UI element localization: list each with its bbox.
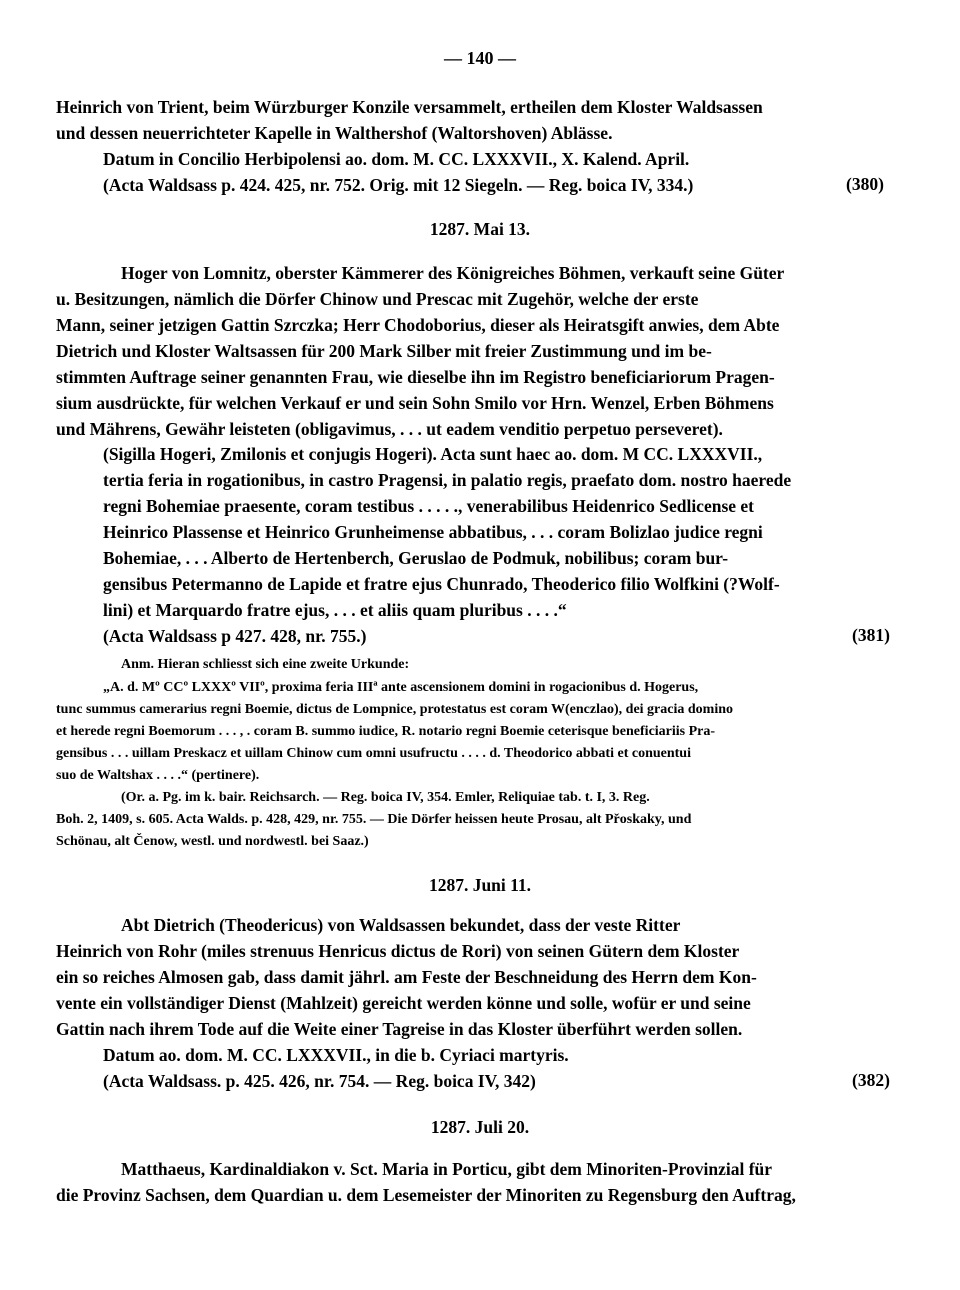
entry-381-note-9: Schönau, alt Čenow, westl. und nordwestl. bei Saaz.) [56,834,369,849]
entry-382-date: 1287. Juni 11. [428,875,532,895]
entry-383-line-2: die Provinz Sachsen, dem Quardian u. dem Lesemeister der Minoriten zu Regensburg den Auftrag, [56,1185,796,1205]
entry-382-line-5: Gattin nach ihrem Tode auf die Weite einer Tagreise in das Kloster überführt werden sollen. [56,1019,743,1039]
entry-382-number: (382) [852,1070,890,1090]
entry-381-date: 1287. Mai 13. [429,219,531,239]
entry-381-line-8: (Sigilla Hogeri, Zmilonis et conjugis Hogeri). Acta sunt haec ao. dom. M CC. LXXXVII., [103,444,763,464]
entry-381-note-2: „A. d. Mº CCº LXXXº VIIº, proxima feria IIIª ante ascensionem domini in rogacionibus d. Hogerus, [103,680,699,695]
entry-381-line-6: sium ausdrückte, für welchen Verkauf er und sein Sohn Smilo vor Hrn. Wenzel, Erben Böhmens [56,393,774,413]
entry-381-line-5: stimmten Auftrage seiner genannten Frau, wie dieselbe ihn im Registro beneficiariorum Pragen- [56,367,775,387]
entry-381-line-13: gensibus Petermanno de Lapide et fratre ejus Chunrado, Theoderico filio Wolfkini (?Wolf- [103,574,780,594]
entry-381-note-5: gensibus . . . uillam Preskacz et uillam Chinow cum omni usufructu . . . . d. Theodorico abbati et conuentui [56,746,691,761]
entry-382-line-2: Heinrich von Rohr (miles strenuus Henricus dictus de Rori) von seinen Gütern dem Kloster [56,941,740,961]
entry-381-note-3: tunc summus camerarius regni Boemie, dictus de Lompnice, protestatus est coram W(enczlao), dei gracia domino [56,702,733,717]
entry-382-line-7: (Acta Waldsass. p. 425. 426, nr. 754. — Reg. boica IV, 342) [103,1071,536,1091]
entry-381-line-10: regni Bohemiae praesente, coram testibus . . . . ., venerabilibus Heidenrico Sedlicense et [103,496,754,516]
entry-381-line-3: Mann, seiner jetzigen Gattin Szrczka; Herr Chodoborius, dieser als Heiratsgift anwies, dem Abte [56,315,780,335]
entry-381-line-15: (Acta Waldsass p 427. 428, nr. 755.) [103,626,367,646]
entry-381-note-7: (Or. a. Pg. im k. bair. Reichsarch. — Reg. boica IV, 354. Emler, Reliquiae tab. t. I, 3. Reg. [121,790,650,805]
entry-382-line-6: Datum ao. dom. M. CC. LXXXVII., in die b. Cyriaci martyris. [103,1045,569,1065]
entry-381-note-4: et herede regni Boemorum . . . , . coram B. summo iudice, R. notario regni Boemie ceterisque beneficiariis Pra- [56,724,716,739]
entry-382-line-1: Abt Dietrich (Theodericus) von Waldsassen bekundet, dass der veste Ritter [121,915,681,935]
entry-381-note-8: Boh. 2, 1409, s. 605. Acta Walds. p. 428, 429, nr. 755. — Die Dörfer heissen heute Prosau, alt Přoskaky, und [56,812,692,827]
entry-381-note-1: Anm. Hieran schliesst sich eine zweite Urkunde: [121,657,410,672]
entry-381-line-1: Hoger von Lomnitz, oberster Kämmerer des Königreiches Böhmen, verkauft seine Güter [121,263,785,283]
entry-381-number: (381) [852,625,890,645]
entry-383-date: 1287. Juli 20. [430,1117,530,1137]
page-number: — 140 — [444,48,516,68]
entry-381-note-6: suo de Waltshax . . . .“ (pertinere). [56,768,260,783]
entry-380-line-2: und dessen neuerrichteter Kapelle in Walthershof (Waltorshoven) Ablässe. [56,123,613,143]
entry-382-line-4: vente ein vollständiger Dienst (Mahlzeit) gereicht werden könne und solle, wofür er und seine [56,993,751,1013]
entry-383-line-1: Matthaeus, Kardinaldiakon v. Sct. Maria in Porticu, gibt dem Minoriten-Provinzial für [121,1159,773,1179]
entry-380-line-4: (Acta Waldsass p. 424. 425, nr. 752. Orig. mit 12 Siegeln. — Reg. boica IV, 334.) [103,175,694,195]
entry-380-line-1: Heinrich von Trient, beim Würzburger Konzile versammelt, ertheilen dem Kloster Waldsassen [56,97,763,117]
entry-381-line-11: Heinrico Plassense et Heinrico Grunheimense abbatibus, . . . coram Bolizlao judice regni [103,522,763,542]
entry-381-line-2: u. Besitzungen, nämlich die Dörfer Chinow und Prescac mit Zugehör, welche der erste [56,289,699,309]
entry-381-line-4: Dietrich und Kloster Waltsassen für 200 Mark Silber mit freier Zustimmung und im be- [56,341,712,361]
entry-381-line-14: lini) et Marquardo fratre ejus, . . . et aliis quam pluribus . . . .“ [103,600,567,620]
entry-381-line-7: und Mährens, Gewähr leisteten (obligavimus, . . . ut eadem venditio perpetuo perseveret). [56,419,723,439]
entry-380-number: (380) [846,174,884,194]
entry-380-line-3: Datum in Concilio Herbipolensi ao. dom. M. CC. LXXXVII., X. Kalend. April. [103,149,690,169]
entry-381-line-9: tertia feria in rogationibus, in castro Pragensi, in palatio regis, praefato dom. nostro haerede [103,470,792,490]
entry-382-line-3: ein so reiches Almosen gab, dass damit jährl. am Feste der Beschneidung des Herrn dem Kon- [56,967,757,987]
entry-381-line-12: Bohemiae, . . . Alberto de Hertenberch, Geruslao de Podmuk, nobilibus; coram bur- [103,548,729,568]
